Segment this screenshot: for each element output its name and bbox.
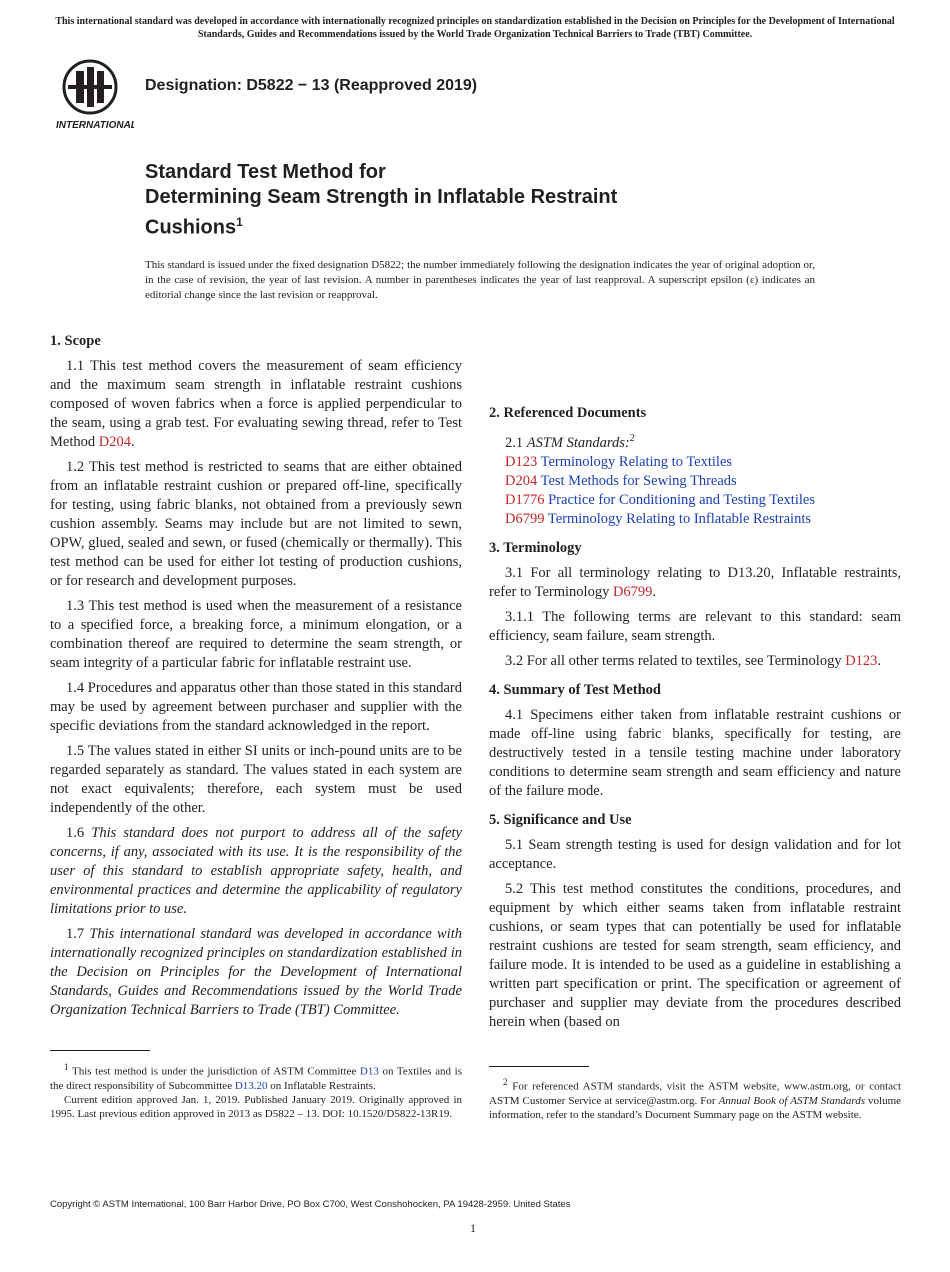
subsection-2-1: 2.1 ASTM Standards:$^2$ [505, 433, 635, 451]
title-line-2: Determining Seam Strength in Inflatable Restraint [145, 186, 618, 208]
section-heading-scope: 1. Scope [50, 333, 101, 349]
section-heading-referenced: 2. Referenced Documents [489, 405, 647, 421]
reference-code[interactable]: D1776 [505, 491, 545, 508]
footnote-1-edition: Current edition approved Jan. 1, 2019. Published January 2019. Originally approved in 1995. Last previous edition approved in 2013 as D5822 – 13. DOI: 10.1520/D5822-13R19. [50, 1093, 462, 1120]
reference-code[interactable]: D204 [505, 472, 538, 489]
reference-code[interactable]: D123 [505, 453, 538, 470]
trade-notice: This international standard was developed in accordance with internationally recognized principles on standardization established in the Decision on Principles for the Development of International Standards, Guides and Recommendations issued by the World Trade Organization Technical Barriers to Trade (TBT) Committee. [55, 16, 895, 40]
left-column [50, 332, 462, 1026]
page-number: 1 [470, 1221, 476, 1235]
paragraph-1-2: 1.2 This test method is restricted to seams that are either obtained from an inflatable restraint cushion or prepared off-line, specifically for testing, using fabric blanks, not obtained from a previously sewn cushion assembly. Seams may include but are not limited to sewn, OPW, glued, sealed and sewn, or fused (chemically or thermally). This test method can be used for either lot testing of production cushions, or for research and development purposes. [50, 459, 462, 589]
paragraph-4-1: 4.1 Specimens either taken from inflatable restraint cushions or made off-line using fabric blanks, specifically for testing, are destructively tested in a tensile testing machine under laboratory conditions to determine seam strength and seam efficiency and nature of the failure mode. [489, 706, 901, 799]
paragraph-3-1: 3.1 For all terminology relating to D13.20, Inflatable restraints, refer to Terminology D6799. [489, 564, 901, 600]
paragraph-5-1: 5.1 Seam strength testing is used for design validation and for lot acceptance. [489, 836, 901, 872]
paragraph-3-1-1: 3.1.1 The following terms are relevant to this standard: seam efficiency, seam failure, seam strength. [489, 608, 901, 644]
paragraph-5-2: 5.2 This test method constitutes the conditions, procedures, and equipment by which either seams taken from inflatable restraint cushions, or seam types that can potentially be used for inflatable restraint cushions are tested for seam strength, seam efficiency, and failure mode. It is intended to be used as a guideline in establishing a written part specification or print. The specification or agreement of purchaser and supplier may deviate from the procedures described herein when (based on [489, 880, 901, 1030]
reference-title[interactable]: Terminology Relating to Inflatable Restraints [547, 510, 812, 527]
reference-title[interactable]: Test Methods for Sewing Threads [540, 472, 737, 489]
copyright-notice: Copyright © ASTM International, 100 Barr Harbor Drive, PO Box C700, West Conshohocken, PA 19428-2959. United States [50, 1199, 571, 1210]
link-d13-20[interactable]: D13.20 [234, 1079, 268, 1092]
paragraph-1-7: 1.7 This international standard was developed in accordance with internationally recognized principles on standardization established in the Decision on Principles for the Development of International Standards, Guides and Recommendations issued by the World Trade Organization Technical Barriers to Trade (TBT) Committee. [50, 926, 462, 1018]
reference-title[interactable]: Practice for Conditioning and Testing Textiles [548, 491, 815, 508]
title-line-3: Cushions [145, 216, 237, 239]
reference-title[interactable]: Terminology Relating to Textiles [540, 453, 733, 470]
section-heading-summary: 4. Summary of Test Method [489, 681, 661, 698]
reference-item[interactable] [489, 510, 901, 529]
section-heading-terminology: 3. Terminology [489, 539, 582, 556]
paragraph-3-2: 3.2 For all other terms related to textiles, see Terminology D123. [505, 652, 882, 669]
footnote-rule-right [489, 1066, 589, 1067]
reference-item[interactable] [489, 453, 901, 472]
footnote-2: $^2$ For referenced ASTM standards, visit the ASTM website, www.astm.org, or contact ASTM Customer Service at service@astm.org. For Annual Book of ASTM Standards volume information, refer to the standard’s Document Summary page on the ASTM website. [489, 1077, 902, 1121]
title-footnote-mark: 1 [236, 215, 243, 229]
link-d13[interactable]: D13 [359, 1065, 379, 1078]
designation: Designation: D5822 − 13 (Reapproved 2019) [145, 77, 478, 94]
paragraph-1-6: 1.6 This standard does not purport to address all of the safety concerns, if any, associated with its use. It is the responsibility of the user of this standard to establish appropriate safety, health, and environmental practices and determine the applicability of regulatory limitations prior to use. [50, 825, 462, 917]
footnote-1: $^1$ This test method is under the jurisdiction of ASTM Committee D13 on Textiles and is the direct responsibility of Subcommittee D13.20 on Inflatable Restraints. Current edition approved Jan. 1, 2019. Published January 2019. Originally approved in 1995. Last previous edition approved in 2013 as D5822 – 13. DOI: 10.1520/D5822-13R19. [50, 1062, 463, 1120]
reference-code[interactable]: D6799 [505, 510, 545, 527]
referenced-list [489, 453, 901, 529]
paragraph-1-1: 1.1 This test method covers the measurement of seam efficiency and the maximum seam strength in inflatable restraint cushions composed of woven fabrics when a force is applied perpendicular to the seam, using a grab test. For evaluating sewing thread, refer to Test Method D204. [50, 358, 462, 450]
footnote-rule-left [50, 1050, 150, 1051]
link-d6799[interactable]: D6799 [612, 583, 653, 600]
link-d123[interactable]: D123 [845, 652, 878, 669]
title-line-1: Standard Test Method for [145, 161, 386, 183]
reference-item[interactable] [489, 472, 901, 491]
logo-text: INTERNATIONAL [56, 120, 134, 131]
paragraph-1-4: 1.4 Procedures and apparatus other than those stated in this standard may be used by agreement between purchaser and supplier with the specific deviations from the standard acknowledged in the report. [50, 680, 462, 734]
right-column [489, 332, 901, 1038]
section-heading-significance: 5. Significance and Use [489, 811, 632, 828]
paragraph-1-3: 1.3 This test method is used when the measurement of a resistance to a specified force, a breaking force, a minimum elongation, or a combination thereof are required to determine the seam strength, or seam integrity of a particular fabric for inflatable restraint use. [50, 598, 462, 671]
astm-logo [54, 57, 134, 132]
link-d204[interactable]: D204 [98, 434, 131, 450]
reference-item[interactable] [489, 491, 901, 510]
issuance-note: This standard is issued under the fixed designation D5822; the number immediately following the designation indicates the year of original adoption or, in the case of revision, the year of last revision. A number in parentheses indicates the year of last reapproval. A superscript epsilon (ε) indicates an editorial change since the last revision or reapproval. [145, 259, 815, 301]
astm-logo-icon [54, 57, 134, 132]
document-title [145, 160, 617, 241]
paragraph-1-5: 1.5 The values stated in either SI units or inch-pound units are to be regarded separately as standard. The values stated in each system are not exact equivalents; therefore, each system must be used independently of the other. [50, 743, 462, 816]
